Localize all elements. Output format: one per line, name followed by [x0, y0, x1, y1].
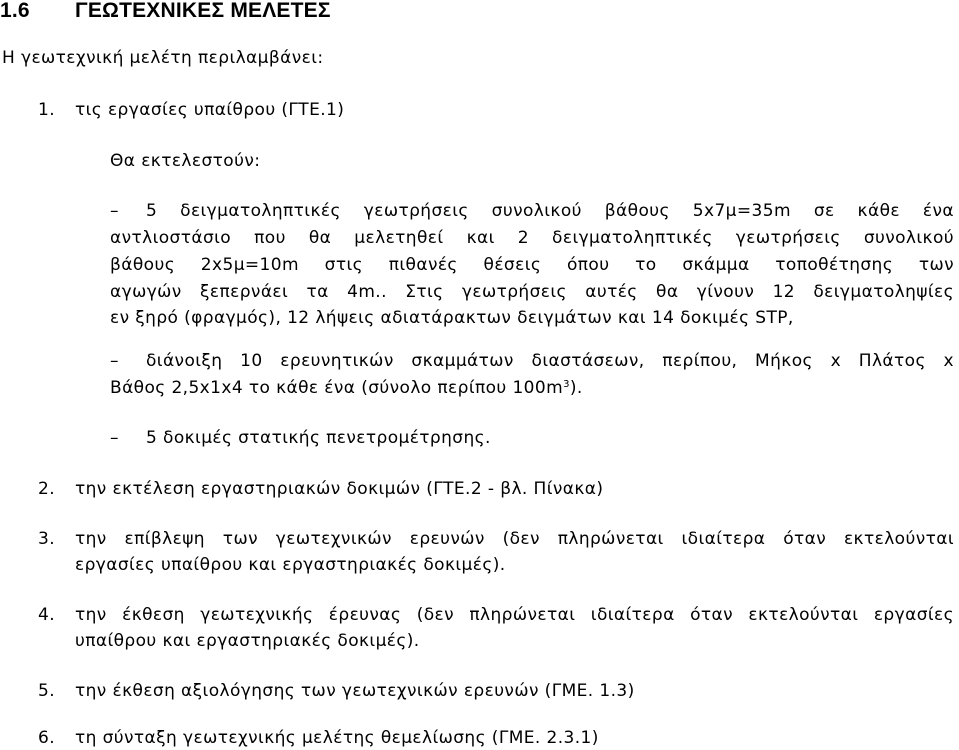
dash-item-line: διάνοιξη 10 ερευνητικών σκαμμάτων διαστάσεων, περίπου, Μήκος x Πλάτος x: [146, 351, 954, 371]
dash-marker: –: [110, 201, 119, 221]
list-item-text: τις εργασίες υπαίθρου (ΓΤΕ.1): [75, 100, 345, 120]
list-marker: 1.: [38, 100, 56, 120]
list-item-text: εργασίες υπαίθρου και εργαστηριακές δοκιμές).: [75, 555, 506, 575]
list-marker: 2.: [38, 479, 56, 499]
list-item-text: υπαίθρου και εργαστηριακές δοκιμές).: [75, 631, 420, 651]
dash-marker: –: [110, 351, 119, 371]
dash-item-line: Βάθος 2,5x1x4 το κάθε ένα (σύνολο περίπου $100m^3$).: [110, 378, 583, 398]
list-item-text: την έκθεση αξιολόγησης των γεωτεχνικών ερευνών (ΓΜΕ. 1.3): [75, 681, 635, 701]
dash-marker: –: [110, 428, 119, 448]
section-title: ΓΕΩΤΕΧΝΙΚΕΣ ΜΕΛΕΤΕΣ: [75, 0, 331, 22]
list-marker: 6.: [38, 728, 56, 748]
intro-text: Η γεωτεχνική μελέτη περιλαμβάνει:: [2, 48, 324, 68]
section-number: 1.6: [0, 0, 30, 22]
dash-item-line: αγωγών ξεπερνάει τα 4m.. Στις γεωτρήσεις αυτές θα γίνουν 12 δειγματοληψίες: [110, 282, 954, 302]
list-item-text: την εκτέλεση εργαστηριακών δοκιμών (ΓΤΕ.2 - βλ. Πίνακα): [75, 479, 604, 499]
superscript: 3: [563, 379, 570, 390]
list-item-text: τη σύνταξη γεωτεχνικής μελέτης θεμελίωσης (ΓΜΕ. 2.3.1): [75, 728, 599, 748]
list-item-text: την επίβλεψη των γεωτεχνικών ερευνών (δεν πληρώνεται ιδιαίτερα όταν εκτελούνται: [75, 529, 954, 549]
dash-item-line: 5 δοκιμές στατικής πενετρομέτρησης.: [146, 428, 491, 448]
list-marker: 4.: [38, 605, 56, 625]
list-marker: 5.: [38, 681, 56, 701]
list-marker: 3.: [38, 529, 56, 549]
subheading: Θα εκτελεστούν:: [110, 151, 261, 171]
dash-item-line: βάθους 2x5μ=10m στις πιθανές θέσεις όπου το σκάμμα τοποθέτησης των: [110, 255, 954, 275]
list-item-text: την έκθεση γεωτεχνικής έρευνας (δεν πληρώνεται ιδιαίτερα όταν εκτελούνται εργασίες: [75, 605, 954, 625]
dash-item-line: αντλιοστάσιο που θα μελετηθεί και 2 δειγματοληπτικές γεωτρήσεις συνολικού: [110, 228, 954, 248]
dash-item-line: εν ξηρό (φραγμός), 12 λήψεις αδιατάρακτων δειγμάτων και 14 δοκιμές STP,: [110, 308, 794, 328]
dash-item-line: 5 δειγματοληπτικές γεωτρήσεις συνολικού βάθους 5x7μ=35m σε κάθε ένα: [146, 201, 954, 221]
